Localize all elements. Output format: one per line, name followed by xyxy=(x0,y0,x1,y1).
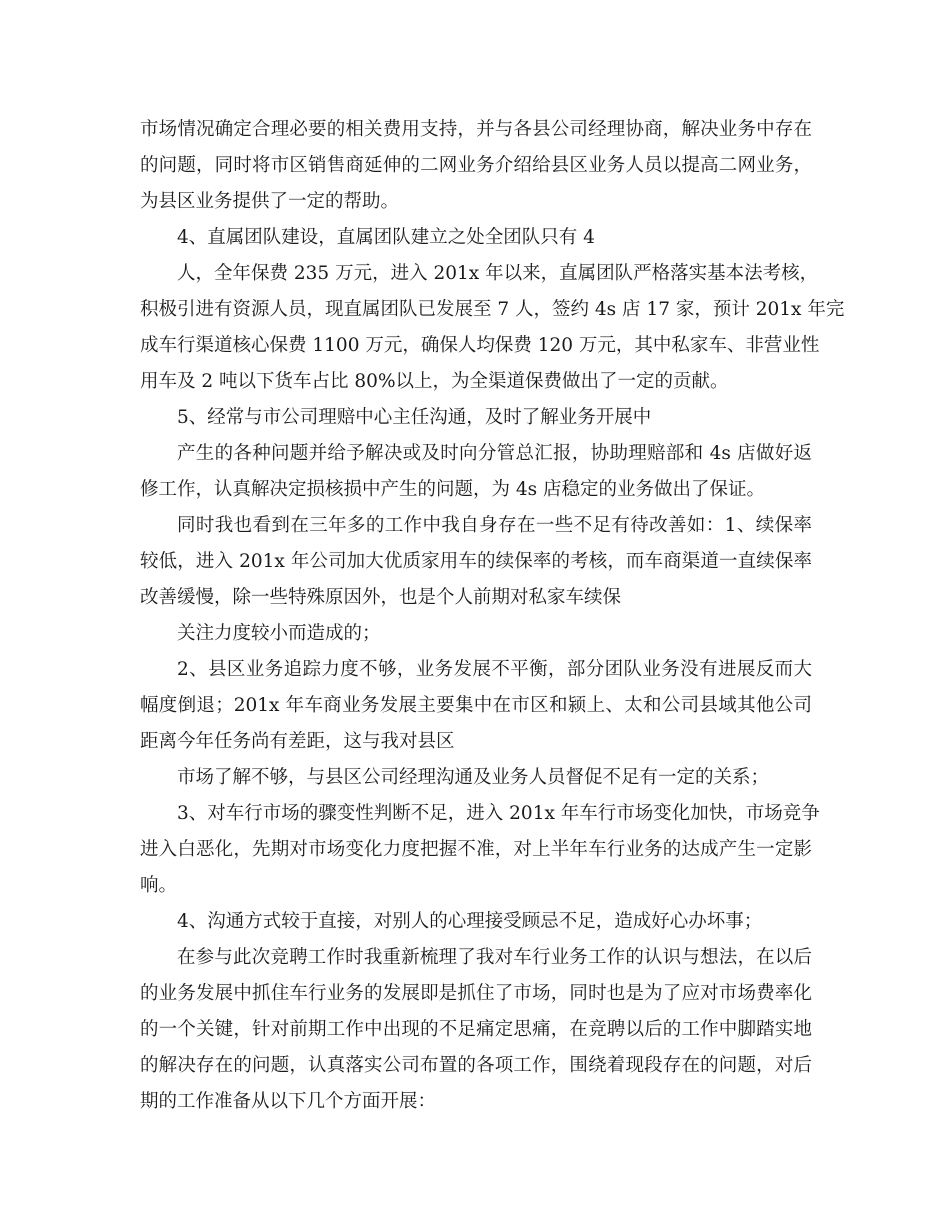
text-line: 期的工作准备从以下几个方面开展： xyxy=(140,1091,437,1112)
text-line: 关注力度较小而造成的； xyxy=(177,623,381,644)
text-line: 市场情况确定合理必要的相关费用支持，并与各县公司经理协商，解决业务中存在 xyxy=(140,119,812,140)
text-line: 进入白恶化，先期对市场变化力度把握不准，对上半年车行业务的达成产生一定影 xyxy=(140,839,812,860)
text-line: 响。 xyxy=(140,875,178,896)
text-line: 用车及 2 吨以下货车占比 80%以上，为全渠道保费做出了一定的贡献。 xyxy=(140,371,729,392)
text-line: 产生的各种问题并给予解决或及时向分管总汇报，协助理赔部和 4s 店做好返 xyxy=(177,443,812,464)
text-line: 的业务发展中抓住车行业务的发展即是抓住了市场，同时也是为了应对市场费率化 xyxy=(140,983,812,1004)
text-line: 的解决存在的问题，认真落实公司布置的各项工作，围绕着现段存在的问题，对后 xyxy=(140,1055,812,1076)
text-line: 市场了解不够，与县区公司经理沟通及业务人员督促不足有一定的关系； xyxy=(177,767,770,788)
text-line: 成车行渠道核心保费 1100 万元，确保人均保费 120 万元，其中私家车、非营业性 xyxy=(140,335,820,356)
text-line: 人，全年保费 235 万元，进入 201x 年以来，直属团队严格落实基本法考核， xyxy=(177,263,819,284)
text-line: 幅度倒退；201x 年车商业务发展主要集中在市区和颍上、太和公司县域其他公司 xyxy=(140,695,812,716)
text-line: 4、沟通方式较于直接，对别人的心理接受顾忌不足，造成好心办坏事； xyxy=(177,911,763,932)
text-line: 3、对车行市场的骤变性判断不足，进入 201x 年车行市场变化加快，市场竞争 xyxy=(177,803,820,824)
text-line: 修工作，认真解决定损核损中产生的问题，为 4s 店稳定的业务做出了保证。 xyxy=(140,479,766,500)
text-line: 在参与此次竞聘工作时我重新梳理了我对车行业务工作的认识与想法，在以后 xyxy=(177,947,812,968)
text-line: 5、经常与市公司理赔中心主任沟通，及时了解业务开展中 xyxy=(177,407,652,428)
text-line: 较低，进入 201x 年公司加大优质家用车的续保率的考核，而车商渠道一直续保率 xyxy=(140,551,812,572)
text-line: 积极引进有资源人员，现直属团队已发展至 7 人，签约 4s 店 17 家，预计 201x 年完 xyxy=(140,299,845,320)
text-line: 2、县区业务追踪力度不够，业务发展不平衡，部分团队业务没有进展反而大 xyxy=(177,659,812,680)
text-line: 同时我也看到在三年多的工作中我自身存在一些不足有待改善如：1、续保率 xyxy=(177,515,812,536)
text-line: 的问题，同时将市区销售商延伸的二网业务介绍给县区业务人员以提高二网业务， xyxy=(140,155,812,176)
text-line: 4、直属团队建设，直属团队建立之处全团队只有 4 xyxy=(177,227,595,248)
text-line: 距离今年任务尚有差距，这与我对县区 xyxy=(140,731,455,752)
text-line: 改善缓慢，除一些特殊原因外，也是个人前期对私家车续保 xyxy=(140,587,622,608)
text-line: 的一个关键，针对前期工作中出现的不足痛定思痛，在竞聘以后的工作中脚踏实地 xyxy=(140,1019,812,1040)
text-line: 为县区业务提供了一定的帮助。 xyxy=(140,191,400,212)
document-body xyxy=(140,112,845,1120)
